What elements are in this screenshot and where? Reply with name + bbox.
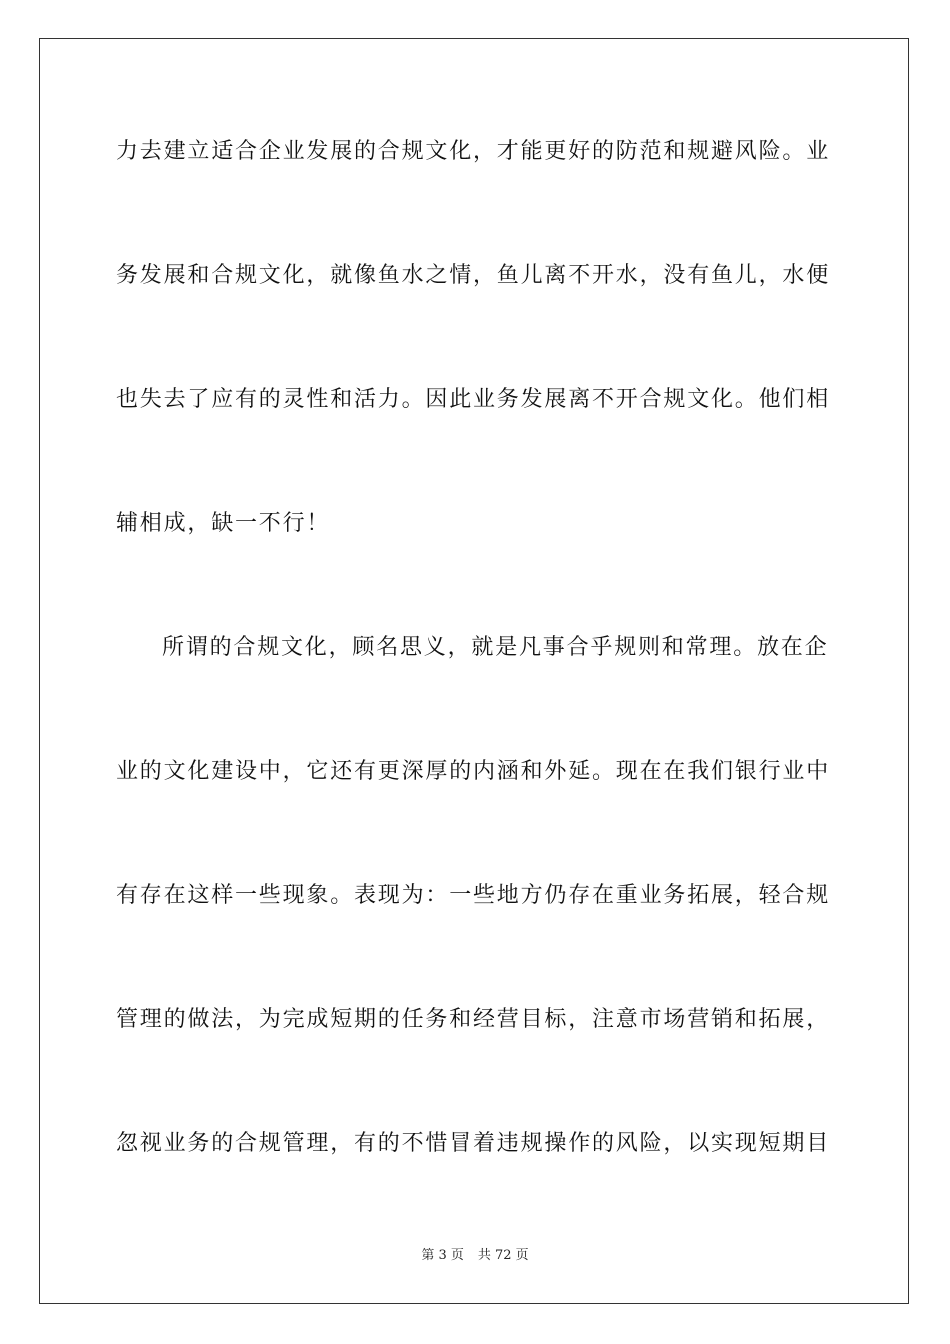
- paragraph-line: 业的文化建设中，它还有更深厚的内涵和外延。现在在我们银行业中: [116, 759, 831, 784]
- paragraph-line: 管理的做法，为完成短期的任务和经营目标，注意市场营销和拓展，: [116, 1007, 831, 1032]
- paragraph-line: 也失去了应有的灵性和活力。因此业务发展离不开合规文化。他们相: [116, 387, 831, 412]
- page-border: [39, 38, 909, 1304]
- paragraph-line: 忽视业务的合规管理，有的不惜冒着违规操作的风险，以实现短期目: [116, 1131, 831, 1156]
- page-number: 第 3 页: [421, 1248, 464, 1263]
- paragraph-line: 辅相成，缺一不行！: [116, 511, 331, 536]
- paragraph-line: 所谓的合规文化，顾名思义，就是凡事合乎规则和常理。放在企: [162, 635, 829, 660]
- page-total: 共 72 页: [477, 1248, 529, 1263]
- paragraph-line: 有存在这样一些现象。表现为：一些地方仍存在重业务拓展，轻合规: [116, 883, 831, 908]
- page-footer: [0, 1246, 950, 1266]
- paragraph-line: 力去建立适合企业发展的合规文化，才能更好的防范和规避风险。业: [116, 139, 831, 164]
- paragraph-line: 务发展和合规文化，就像鱼水之情，鱼儿离不开水，没有鱼儿，水便: [116, 263, 831, 288]
